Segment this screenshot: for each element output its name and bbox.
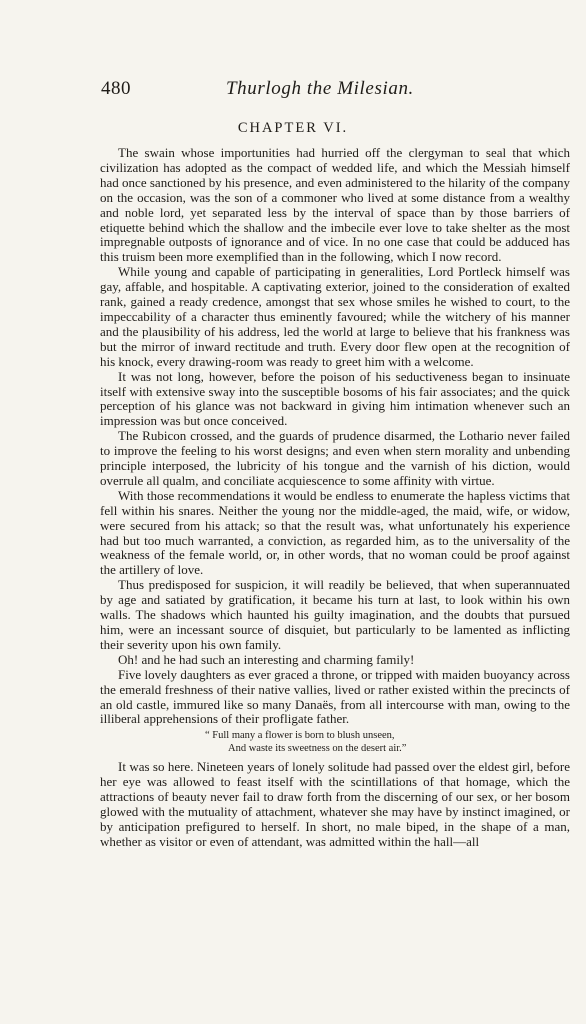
paragraph: While young and capable of participating in generalities, Lord Portleck himself was gay, affable, and hospitable. A captivating exterior, joined to the consideration of exalted rank, gained a ready credence, amongst that sex whose smiles he wished to court, to the impeccability of a character thus eminently favoured; while the witchery of his manner and the plausibility of his address, led the world at large to believe that his frankness was but the mirror of inward rectitude and truth. Every door flew open at the recognition of his knock, every drawing-room was ready to greet him with a welcome. <box>100 264 570 369</box>
quotation-line: And waste its sweetness on the desert air.” <box>228 742 407 754</box>
verse-quotation <box>100 730 570 755</box>
chapter-heading: CHAPTER VI. <box>237 120 349 136</box>
body-text <box>100 146 570 850</box>
running-title: Thurlogh the Milesian. <box>226 78 414 99</box>
paragraph: The Rubicon crossed, and the guards of prudence disarmed, the Lothario never failed to improve the feeling to his worst designs; and even when stern morality and unbending principle interposed, the lubricity of his tongue and the varnish of his diction, would overrule all qualm, and conciliate acquiescence to some affinity with virtue. <box>100 428 570 488</box>
paragraph: The swain whose importunities had hurried off the clergyman to seal that which civilization has adopted as the compact of wedded life, and which the Messiah himself had once sanctioned by his presence, and even administered to the hilarity of the company on the occasion, was the son of a commoner who lived at some distance from a wealthy and noble lord, yet separated less by the interval of space than by those barriers of etiquette behind which the shallow and the imbecile ever love to take shelter as the most impregnable outposts of ignorance and of vice. In no one case that could be adduced has this truism been more exemplified than in the following, which I now record. <box>100 145 570 265</box>
paragraph: Thus predisposed for suspicion, it will readily be believed, that when superannuated by age and satiated by gratification, it became his turn at last, to look within his own walls. The shadows which haunted his guilty imagination, and the doubts that pursued him, were an incessant source of disquiet, but particularly to be lamented as inflicting their severity upon his own family. <box>100 577 570 652</box>
paragraph: It was so here. Nineteen years of lonely solitude had passed over the eldest girl, before her eye was allowed to feast itself with the scintillations of that homage, which the attractions of beauty never fail to draw forth from the discerning of our sex, or her bosom glowed with the mutuality of attachment, whatever she may have by instinct imagined, or by anticipation prefigured to herself. In short, no male biped, in the shape of a man, whether as visitor or even of attendant, was admitted within the hall—all <box>100 759 570 849</box>
paragraph: It was not long, however, before the poison of his seductiveness began to insinuate itself with extensive sway into the susceptible bosoms of his fair associates; and the quick perception of his glance was not backward in giving him intimation whenever such an impression was but once conceived. <box>100 368 570 429</box>
paragraph: Oh! and he had such an interesting and charming family! <box>118 651 415 667</box>
quotation-line: “ Full many a flower is born to blush unseen, <box>205 730 395 742</box>
paragraph: With those recommendations it would be endless to enumerate the hapless victims that fell within his snares. Neither the young nor the middle-aged, the maid, wife, or widow, were secured from his attack; so that the result was, what unfortunately his experience had but too much warranted, a conviction, as regarded him, as to the universality of the weakness of the female world, or, in other words, that no woman could be proof against the artillery of love. <box>100 487 570 578</box>
page-header <box>0 78 586 102</box>
page-number: 480 <box>101 78 131 99</box>
paragraph: Five lovely daughters as ever graced a throne, or tripped with maiden buoyancy across the emerald freshness of their native vallies, lived or rather existed within the precincts of an old castle, immured like so many Danaës, from all intercourse with man, owing to the illiberal apprehensions of their profligate father. <box>100 666 570 727</box>
